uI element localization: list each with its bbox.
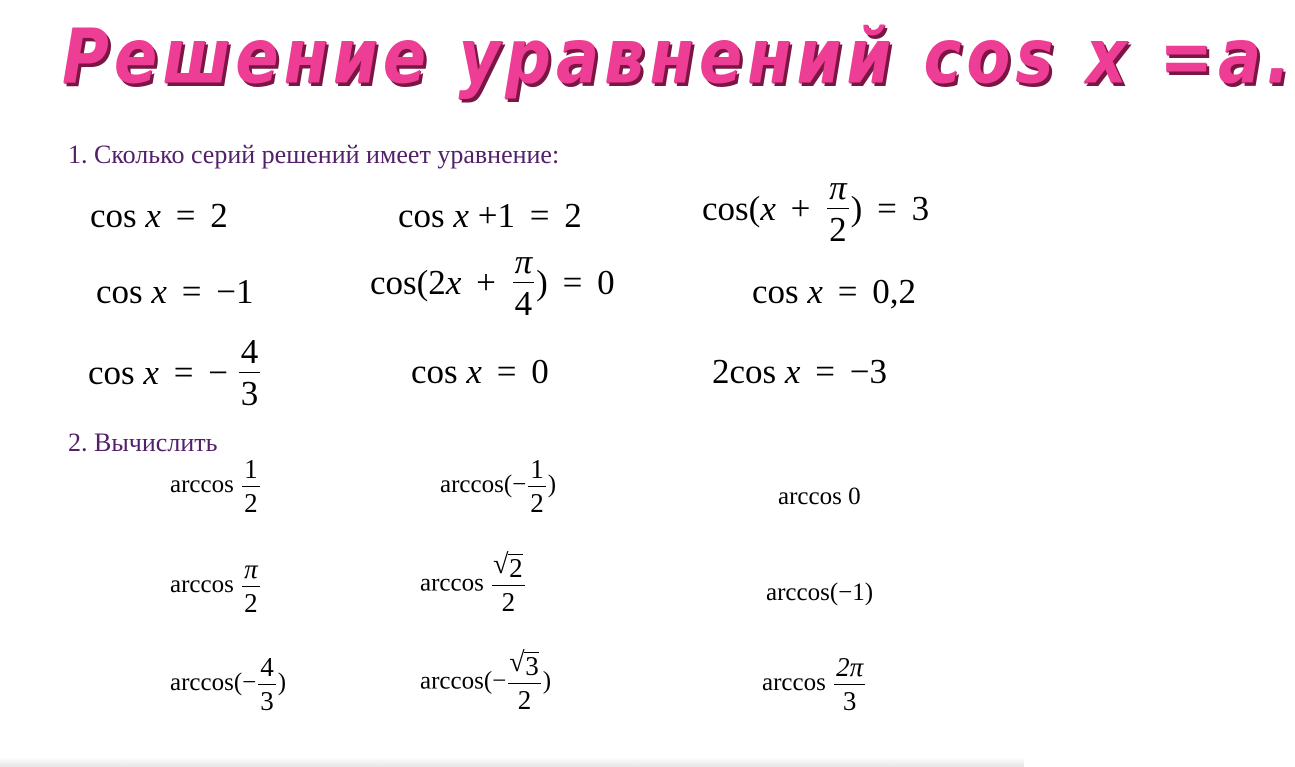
eq9-op: =: [815, 352, 835, 391]
eq5-rhs: 0: [597, 263, 615, 302]
calc8-num: [508, 652, 541, 684]
eq5-fraction: [513, 244, 535, 321]
calc5-num: [492, 554, 525, 586]
eq8-rhs: 0: [531, 352, 549, 391]
equation-2: [398, 198, 582, 233]
calc9-den: 3: [842, 686, 857, 716]
calc-1: [170, 456, 262, 517]
calc1-den: 2: [244, 488, 258, 518]
eq7-func: cos: [88, 353, 135, 392]
eq7-num: 4: [240, 332, 259, 371]
calc8-den: 2: [517, 685, 532, 715]
eq9-func: 2cos: [712, 352, 777, 391]
calc5-func: arccos: [420, 569, 484, 597]
eq8-op: =: [496, 352, 517, 391]
calc-2: [440, 456, 556, 517]
eq1-op: =: [175, 196, 196, 235]
equation-7: [88, 334, 262, 411]
calc9-num: 2π: [834, 654, 865, 685]
eq3-prefix: cos(: [702, 189, 761, 228]
eq4-rhs: −1: [216, 272, 254, 311]
eq6-func: cos: [752, 272, 799, 311]
sqrt-sign: √ 3: [524, 652, 539, 680]
eq2-extra: +1: [477, 196, 515, 235]
eq5-suffix: ): [536, 263, 548, 302]
equation-4: [96, 274, 253, 309]
eq3-num: π: [829, 168, 847, 207]
calc2-suffix: ): [547, 471, 557, 499]
calc8-fraction: [508, 652, 541, 714]
calc8-func: arccos(−: [420, 667, 507, 695]
calc9-fraction: [834, 654, 865, 715]
eq7-op: =: [173, 353, 194, 392]
calc4-func: arccos: [170, 571, 234, 599]
eq2-var: x: [453, 196, 469, 235]
eq8-var: x: [466, 352, 482, 391]
eq1-var: x: [145, 196, 161, 235]
calc9-func: arccos: [762, 669, 826, 697]
calc-6: arccos(−1): [766, 579, 874, 606]
eq2-rhs: 2: [564, 196, 582, 235]
calc1-fraction: [242, 456, 260, 517]
eq6-var: x: [807, 272, 823, 311]
eq5-plus: +: [476, 263, 496, 302]
slide-bottom-edge: [0, 757, 1024, 767]
eq7-den: 3: [240, 374, 259, 413]
eq5-prefix: cos(2: [370, 263, 446, 302]
eq3-plus: +: [790, 189, 811, 228]
calc-8: [420, 652, 551, 714]
sqrt-sign: √ 2: [508, 554, 523, 582]
slide-title: Решение уравнений cos x =a.: [62, 14, 1295, 102]
equation-5: [370, 244, 615, 321]
eq8-func: cos: [411, 352, 458, 391]
eq9-rhs: −3: [849, 352, 887, 391]
calc2-num: 1: [528, 456, 546, 487]
calc2-den: 2: [530, 488, 544, 518]
equation-6: [752, 274, 916, 309]
calc-3: arccos 0: [778, 483, 861, 510]
eq5-den: 4: [514, 284, 533, 323]
calc1-num: 1: [242, 456, 260, 487]
section2-heading: 2. Вычислить: [68, 428, 218, 457]
eq5-var: x: [445, 263, 462, 302]
calc-5: [420, 554, 527, 616]
eq4-var: x: [151, 272, 167, 311]
calc7-suffix: ): [277, 669, 287, 697]
eq6-op: =: [837, 272, 858, 311]
eq3-suffix: ): [850, 189, 863, 228]
eq4-op: =: [181, 272, 202, 311]
calc7-func: arccos(−: [170, 669, 257, 697]
eq5-op: =: [562, 263, 583, 302]
equation-1: [90, 198, 228, 233]
calc5-den: 2: [501, 587, 516, 617]
eq1-func: cos: [90, 196, 137, 235]
eq2-func: cos: [398, 196, 445, 235]
calc4-num: π: [242, 556, 260, 587]
eq5-num: π: [514, 242, 533, 281]
calc5-fraction: [492, 554, 525, 616]
eq3-den: 2: [829, 210, 847, 249]
calc4-fraction: [242, 556, 260, 617]
calc7-num: 4: [258, 654, 276, 685]
eq1-rhs: 2: [210, 196, 228, 235]
eq3-var: x: [760, 189, 776, 228]
eq7-minus: −: [208, 353, 228, 392]
eq7-var: x: [143, 353, 159, 392]
section1-heading: 1. Сколько серий решений имеет уравнение:: [68, 140, 560, 169]
eq3-fraction: [827, 170, 849, 247]
calc-9: [762, 654, 867, 715]
calc4-den: 2: [244, 588, 258, 618]
calc7-fraction: [258, 654, 276, 715]
calc2-func: arccos(−: [440, 471, 527, 499]
calc8-suffix: ): [542, 667, 552, 695]
calc7-den: 3: [260, 686, 274, 716]
equation-3: [702, 170, 929, 247]
eq7-fraction: [239, 334, 261, 411]
calc1-func: arccos: [170, 471, 234, 499]
eq3-rhs: 3: [911, 189, 930, 228]
eq3-op: =: [877, 189, 897, 228]
calc2-fraction: [528, 456, 546, 517]
calc-7: [170, 654, 286, 715]
calc-4: [170, 556, 262, 617]
equation-9: [712, 354, 887, 389]
eq2-op: =: [529, 196, 550, 235]
eq9-var: x: [784, 352, 801, 391]
equation-8: [411, 354, 549, 389]
eq6-rhs: 0,2: [872, 272, 916, 311]
eq4-func: cos: [96, 272, 143, 311]
